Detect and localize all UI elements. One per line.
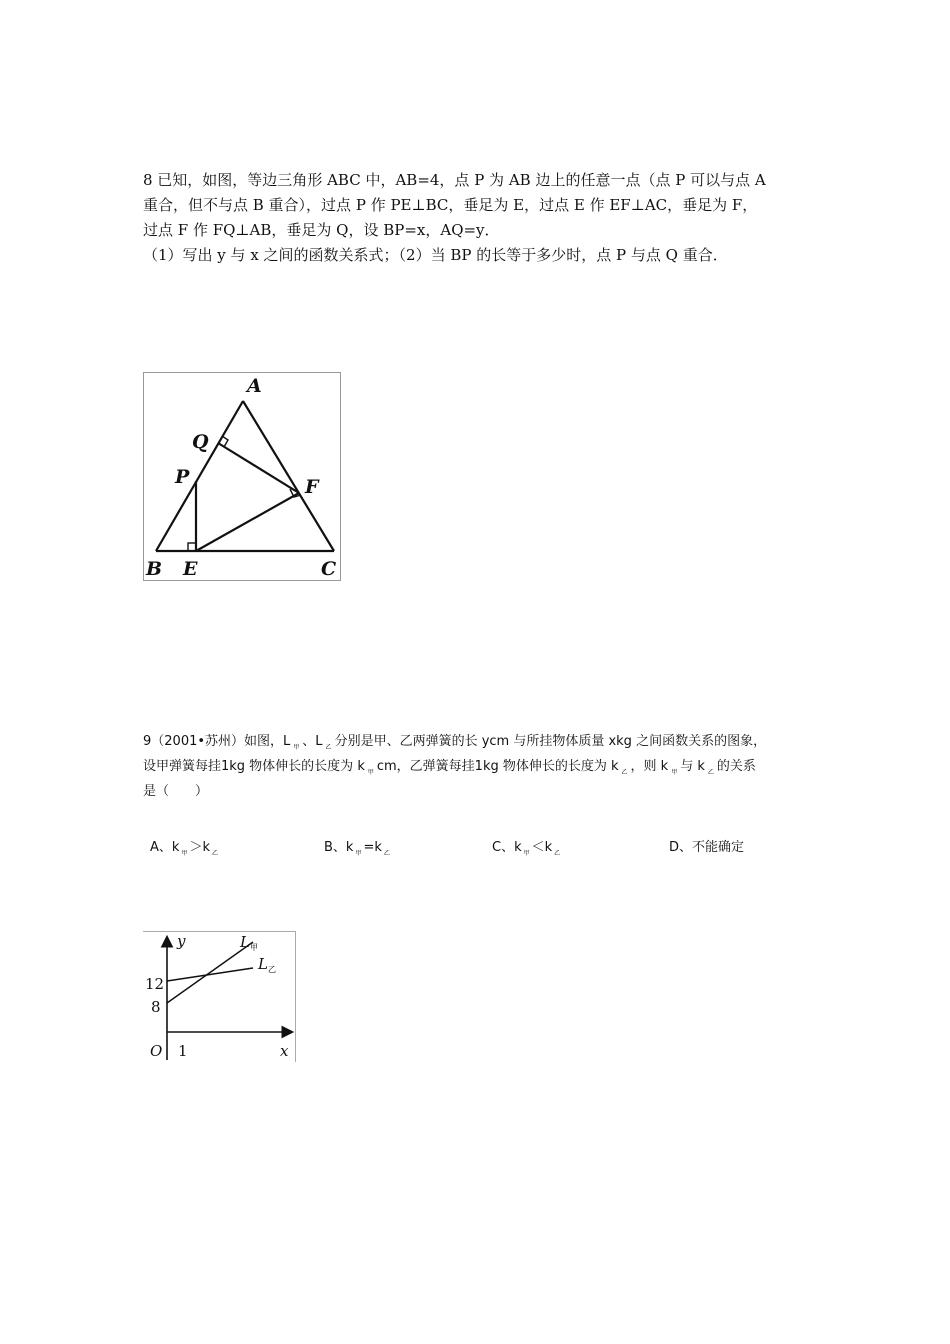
side-ac [243, 401, 334, 551]
option-a[interactable] [150, 836, 220, 857]
problem-9-line-1 [143, 730, 823, 751]
line-yi-label: L [258, 955, 268, 973]
option-a-sub2: 乙 [211, 850, 218, 857]
p9-l2-sub-yi: 乙 [621, 769, 628, 776]
p9-l2-prefix: 设甲弹簧每挂1kg 物体伸长的长度为 k [143, 759, 365, 774]
triangle-figure [143, 372, 341, 581]
segment-ef [196, 493, 299, 551]
label-f: F [305, 476, 319, 498]
spring-graph-figure [143, 931, 296, 1062]
line-yi-subscript: 乙 [268, 965, 276, 974]
problem-8-text [143, 168, 815, 268]
option-b[interactable] [324, 836, 392, 857]
option-a-op: ＞k [189, 840, 210, 855]
label-c: C [321, 558, 337, 580]
p9-l2-sub-jia2: 甲 [671, 769, 678, 776]
line-jia-subscript: 甲 [250, 943, 258, 952]
line-jia [167, 942, 253, 1003]
option-d[interactable]: D、不能确定 [669, 840, 745, 855]
option-c-prefix: C、k [492, 840, 522, 855]
option-c-sub1: 甲 [523, 850, 530, 857]
label-b: B [146, 558, 163, 580]
segment-fq [218, 443, 299, 493]
option-b-sub1: 甲 [355, 850, 362, 857]
y-tick-12: 12 [145, 975, 165, 993]
y-tick-8: 8 [151, 998, 161, 1016]
p9-l1-sep: 、L [302, 734, 323, 749]
label-p: P [175, 466, 190, 488]
option-c[interactable] [492, 836, 562, 857]
problem-9-line-2 [143, 755, 823, 776]
p9-l1-sub-yi: 乙 [325, 744, 332, 751]
origin-label: O [150, 1042, 163, 1060]
problem-8-line-2: 重合，但不与点 B 重合），过点 P 作 PE⊥BC，垂足为 E，过点 E 作 EF⊥AC，垂足为 F， [143, 196, 758, 214]
triangle-diagram [144, 373, 340, 580]
p9-l2-rest: 的关系 [716, 759, 756, 774]
line-jia-label: L [240, 933, 250, 951]
option-a-prefix: A、k [150, 840, 180, 855]
p9-l2-mid3: 与 k [680, 759, 705, 774]
label-e: E [183, 558, 198, 580]
p9-l2-mid: cm，乙弹簧每挂1kg 物体伸长的长度为 k [376, 759, 619, 774]
option-a-sub1: 甲 [181, 850, 188, 857]
p9-l2-sub-yi2: 乙 [707, 769, 714, 776]
option-b-sub2: 乙 [383, 850, 390, 857]
problem-8-line-1: 8 已知，如图，等边三角形 ABC 中，AB=4，点 P 为 AB 边上的任意一点（点 P 可以与点 A [143, 171, 766, 189]
p9-l1-rest: 分别是甲、乙两弹簧的长 ycm 与所挂物体质量 xkg 之间函数关系的图象， [334, 734, 767, 749]
spring-graph [143, 932, 295, 1062]
problem-8-line-4: （1）写出 y 与 x 之间的函数关系式；（2）当 BP 的长等于多少时，点 P 与点 Q 重合． [143, 246, 728, 264]
line-yi [167, 968, 253, 981]
p9-l1-sub-jia: 甲 [293, 744, 300, 751]
right-angle-e [188, 543, 196, 551]
option-b-op: =k [363, 840, 382, 855]
problem-9-line-3: 是（ ） [143, 784, 209, 799]
option-c-op: ＜k [531, 840, 553, 855]
label-a: A [247, 375, 262, 397]
y-axis-label: y [177, 932, 186, 950]
problem-8-line-3: 过点 F 作 FQ⊥AB，垂足为 Q，设 BP=x，AQ=y． [143, 221, 500, 239]
p9-l2-sub-jia: 甲 [367, 769, 374, 776]
option-c-sub2: 乙 [554, 850, 561, 857]
option-b-prefix: B、k [324, 840, 354, 855]
side-ab [156, 401, 243, 551]
label-q: Q [192, 431, 209, 453]
x-axis-label: x [280, 1042, 289, 1060]
x-tick-1: 1 [178, 1042, 188, 1060]
p9-l1-prefix: 9（2001•苏州）如图，L [143, 734, 291, 749]
p9-l2-mid2: ，则 k [630, 759, 669, 774]
